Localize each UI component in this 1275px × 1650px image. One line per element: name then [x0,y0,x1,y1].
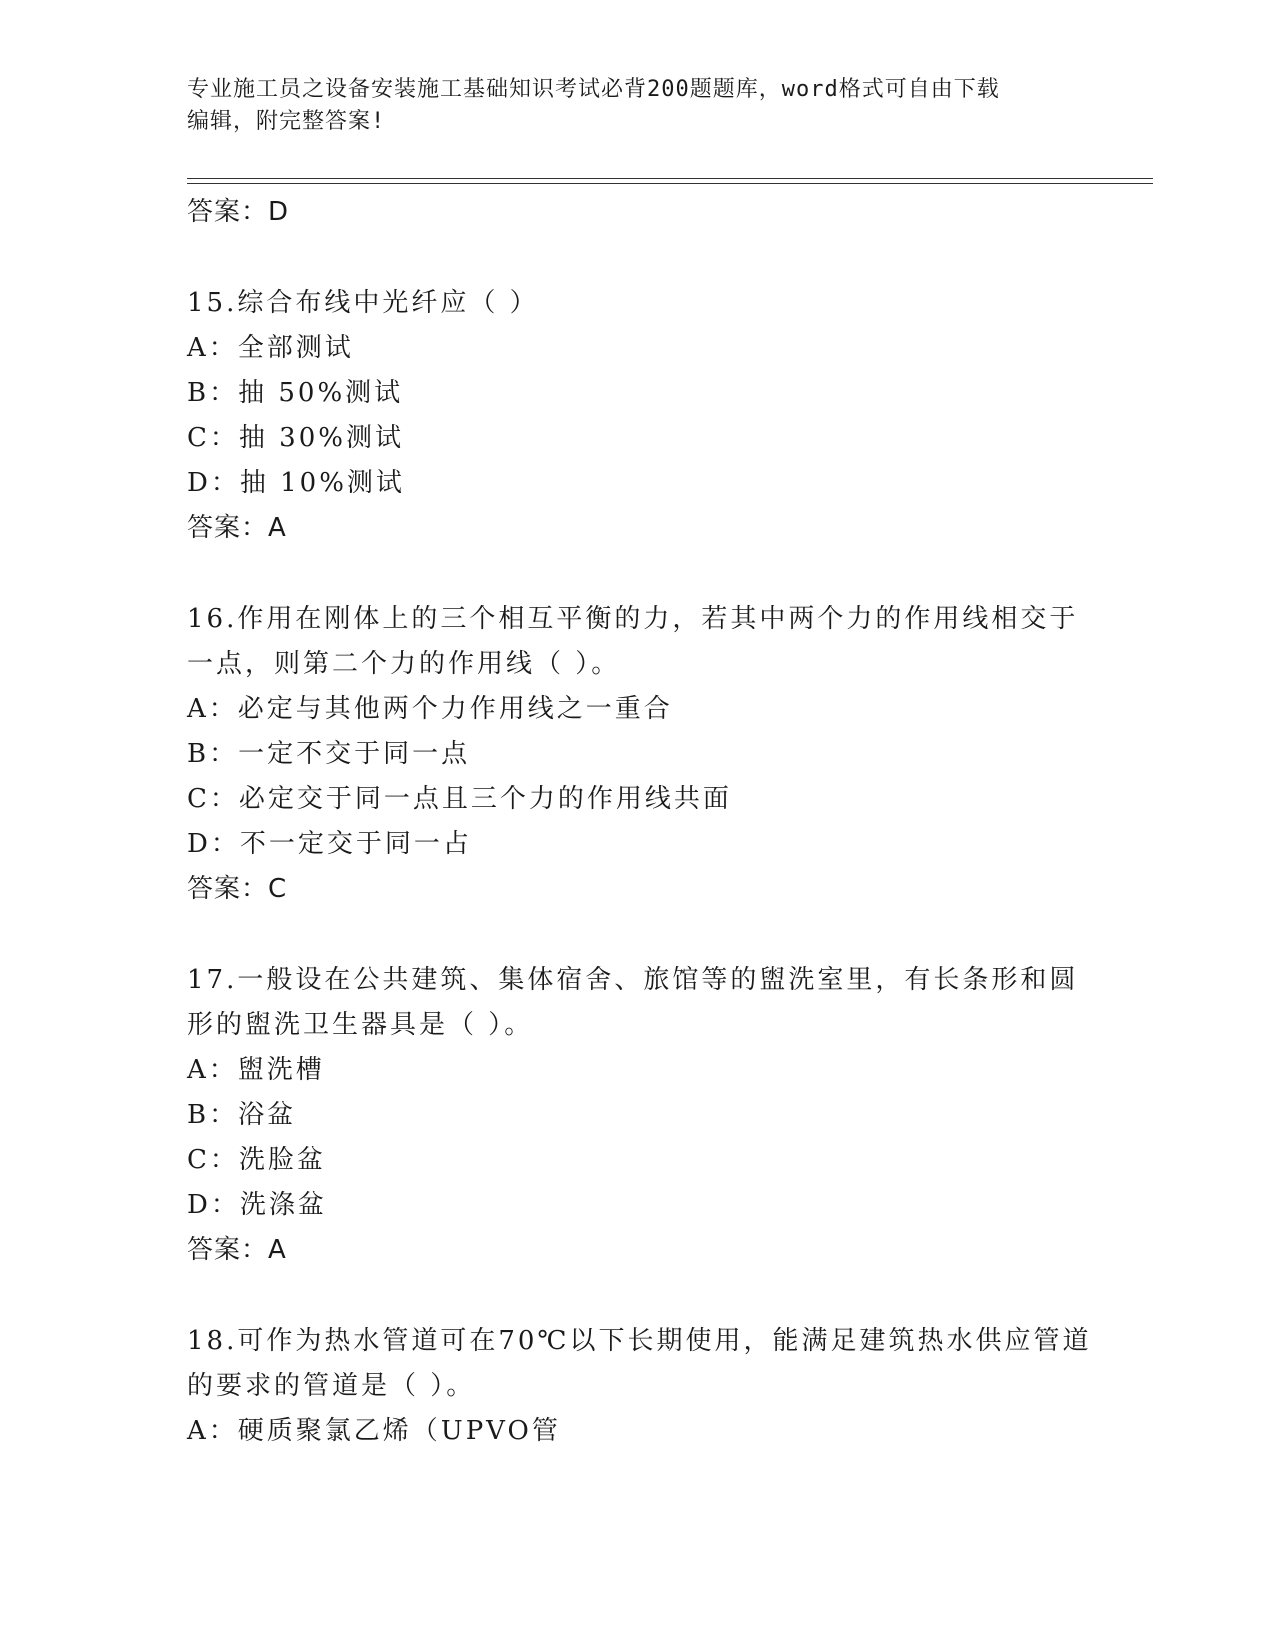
header-divider-top [187,178,1153,179]
answer-line: 答案：A [187,1235,287,1265]
option-d: D：抽 10%测试 [187,468,405,498]
option-d: D：不一定交于同一占 [187,829,472,859]
option-d: D：洗涤盆 [187,1190,327,1220]
answer-line: 答案：A [187,513,287,543]
spacer [187,912,1087,958]
question-item [187,597,1087,912]
header-line-1: 专业施工员之设备安装施工基础知识考试必背200题题库，word格式可自由下载 [187,77,1000,102]
spacer [187,235,1087,281]
question-item [187,281,1087,551]
option-b: B：浴盆 [187,1100,297,1130]
option-b: B：一定不交于同一点 [187,739,471,769]
question-stem-continued: 一点，则第二个力的作用线（ ）。 [187,649,621,679]
option-a: A：硬质聚氯乙烯（UPVO管 [187,1416,561,1446]
question-stem: 18.可作为热水管道可在70℃以下长期使用，能满足建筑热水供应管道 [187,1326,1092,1356]
header-divider-bottom [187,183,1153,184]
option-c: C：洗脸盆 [187,1145,326,1175]
question-item [187,1319,1092,1454]
option-a: A：盥洗槽 [187,1055,325,1085]
question-stem-continued: 形的盥洗卫生器具是（ ）。 [187,1010,534,1040]
option-b: B：抽 50%测试 [187,378,404,408]
spacer [187,1273,1087,1319]
header-line-2: 编辑，附完整答案! [187,109,386,134]
spacer [187,551,1087,597]
option-c: C：抽 30%测试 [187,423,404,453]
question-stem: 16.作用在刚体上的三个相互平衡的力，若其中两个力的作用线相交于 [187,604,1079,634]
answer-line: 答案：D [187,197,290,227]
question-stem: 17.一般设在公共建筑、集体宿舍、旅馆等的盥洗室里，有长条形和圆 [187,965,1079,995]
question-item [187,958,1087,1273]
question-stem: 15.综合布线中光纤应（ ） [187,288,539,318]
option-c: C：必定交于同一点且三个力的作用线共面 [187,784,732,814]
page-header [187,74,1067,138]
option-a: A：全部测试 [187,333,354,363]
question-list [187,190,1092,1454]
option-a: A：必定与其他两个力作用线之一重合 [187,694,673,724]
answer-line: 答案：C [187,874,288,904]
question-stem-continued: 的要求的管道是（ ）。 [187,1371,476,1401]
